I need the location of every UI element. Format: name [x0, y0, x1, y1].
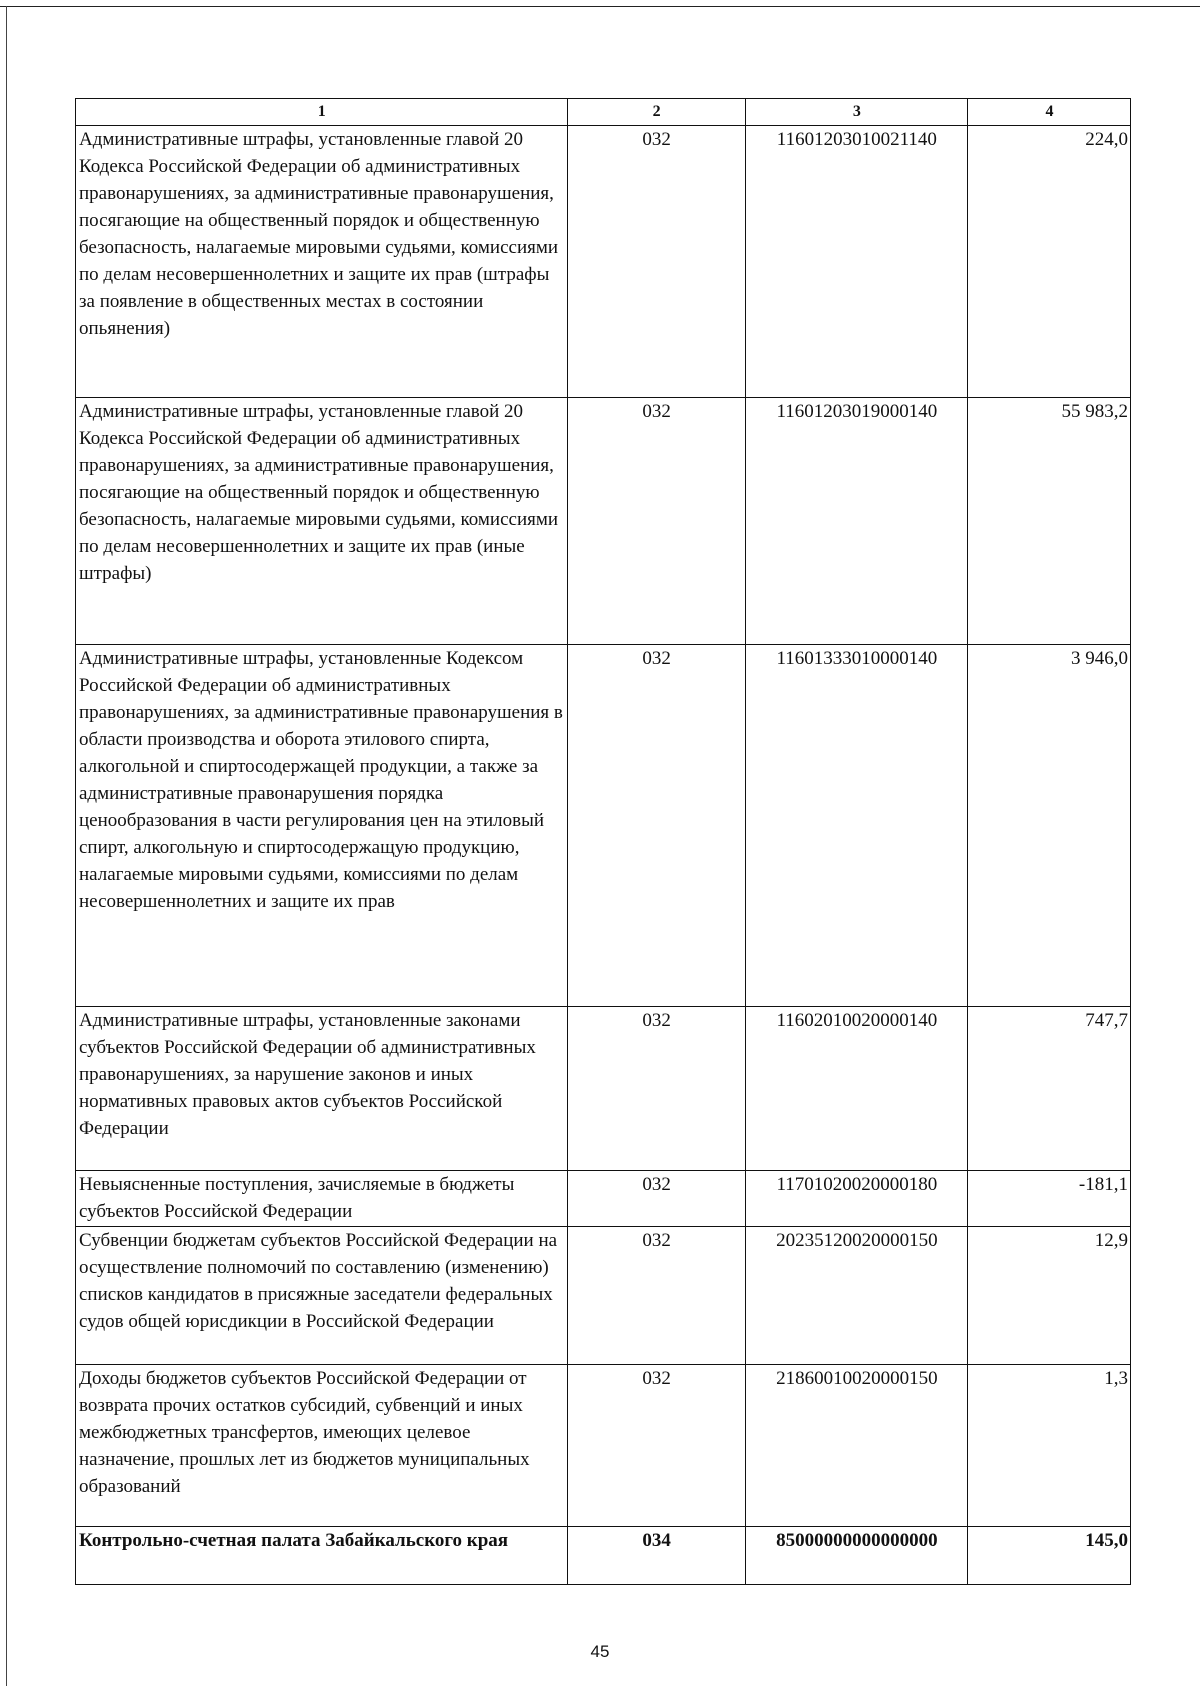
row-name: Административные штрафы, установленные Кодексом Российской Федерации об административных правонарушениях, за административные правонарушения в области производства и оборота этилового спирта, алкогольной и спиртосодержащей продукции, а также за административные правонарушения порядка ценообразования в части регулирования цен на этиловый спирт, алкогольную и спиртосодержащую продукцию, налагаемые мировыми судьями, комиссиями по делам несовершеннолетних и защите их прав: [76, 645, 568, 1007]
row-chapter: 034: [567, 1527, 745, 1585]
row-amount: 224,0: [968, 126, 1131, 398]
row-code: 85000000000000000: [745, 1527, 968, 1585]
scan-top-edge: [0, 6, 1200, 7]
row-amount: 55 983,2: [968, 398, 1131, 645]
row-amount: 145,0: [968, 1527, 1131, 1585]
row-amount: 1,3: [968, 1365, 1131, 1527]
column-header-2: 2: [567, 99, 745, 126]
row-code: 21860010020000150: [745, 1365, 968, 1527]
column-header-3: 3: [745, 99, 968, 126]
row-code: 11701020020000180: [745, 1171, 968, 1227]
column-header-4: 4: [968, 99, 1131, 126]
table-row-department-total: [76, 1527, 1131, 1585]
row-chapter: 032: [567, 645, 745, 1007]
row-chapter: 032: [567, 1365, 745, 1527]
table-row: [76, 398, 1131, 645]
row-name: Административные штрафы, установленные главой 20 Кодекса Российской Федерации об административных правонарушениях, за административные правонарушения, посягающие на общественный порядок и общественную безопасность, налагаемые мировыми судьями, комиссиями по делам несовершеннолетних и защите их прав (штрафы за появление в общественных местах в состоянии опьянения): [76, 126, 568, 398]
row-amount: 12,9: [968, 1227, 1131, 1365]
revenue-table: [75, 98, 1131, 1585]
row-name: Невыясненные поступления, зачисляемые в бюджеты субъектов Российской Федерации: [76, 1171, 568, 1227]
table-row: [76, 1365, 1131, 1527]
row-name: Административные штрафы, установленные главой 20 Кодекса Российской Федерации об административных правонарушениях, за административные правонарушения, посягающие на общественный порядок и общественную безопасность, налагаемые мировыми судьями, комиссиями по делам несовершеннолетних и защите их прав (иные штрафы): [76, 398, 568, 645]
row-name: Доходы бюджетов субъектов Российской Федерации от возврата прочих остатков субсидий, субвенций и иных межбюджетных трансфертов, имеющих целевое назначение, прошлых лет из бюджетов муниципальных образований: [76, 1365, 568, 1527]
row-amount: 747,7: [968, 1007, 1131, 1171]
row-amount: -181,1: [968, 1171, 1131, 1227]
table-row: [76, 126, 1131, 398]
row-code: 11601203010021140: [745, 126, 968, 398]
row-chapter: 032: [567, 398, 745, 645]
row-code: 11601333010000140: [745, 645, 968, 1007]
table-row: [76, 1007, 1131, 1171]
table-row: [76, 1227, 1131, 1365]
page-number: 45: [590, 1642, 610, 1661]
row-code: 20235120020000150: [745, 1227, 968, 1365]
row-code: 11602010020000140: [745, 1007, 968, 1171]
row-name: Контрольно-счетная палата Забайкальского края: [76, 1527, 568, 1585]
row-chapter: 032: [567, 1171, 745, 1227]
scan-left-edge: [6, 6, 7, 1686]
row-amount: 3 946,0: [968, 645, 1131, 1007]
row-chapter: 032: [567, 1227, 745, 1365]
table-row: [76, 1171, 1131, 1227]
row-name: Административные штрафы, установленные законами субъектов Российской Федерации об административных правонарушениях, за нарушение законов и иных нормативных правовых актов субъектов Российской Федерации: [76, 1007, 568, 1171]
row-name: Субвенции бюджетам субъектов Российской Федерации на осуществление полномочий по составлению (изменению) списков кандидатов в присяжные заседатели федеральных судов общей юрисдикции в Российской Федерации: [76, 1227, 568, 1365]
table-row: [76, 645, 1131, 1007]
row-chapter: 032: [567, 1007, 745, 1171]
column-header-1: 1: [76, 99, 568, 126]
table-header-row: [76, 99, 1131, 126]
row-code: 11601203019000140: [745, 398, 968, 645]
row-chapter: 032: [567, 126, 745, 398]
